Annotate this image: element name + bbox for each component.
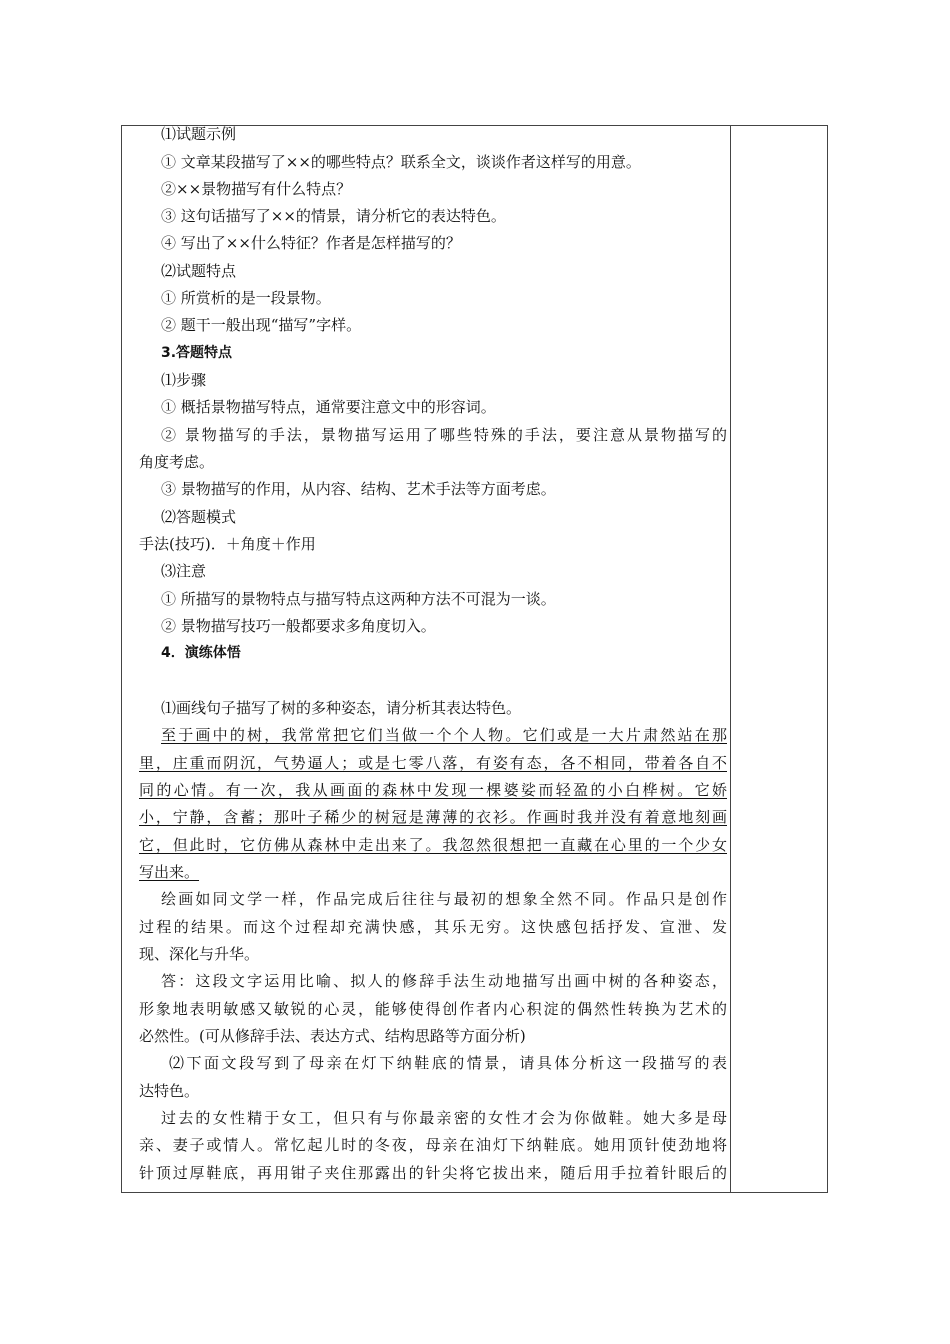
column-divider [730,126,731,1192]
section-heading-examples: ⑴试题示例 [161,125,237,143]
text-line: 针顶过厚鞋底，再用钳子夹住那露出的针尖将它拔出来，随后用手拉着针眼后的 [139,1164,727,1182]
underlined-line: 同的心情。有一次，我从画面的森林中发现一棵婆娑而轻盈的小白桦树。它娇 [139,781,727,799]
heading-answer-features: 3.答题特点 [161,345,233,361]
text-line: ① 所描写的景物特点与描写特点这两种方法不可混为一谈。 [161,590,556,608]
underlined-line: 写出来。 [139,863,200,881]
text-line: ②××景物描写有什么特点？ [161,180,352,198]
formula-line: 手法(技巧)．＋角度＋作用 [139,535,316,553]
text-line: ③ 这句话描写了××的情景，请分析它的表达特色。 [161,207,506,225]
text-line: 达特色。 [139,1082,200,1100]
text-line: ② 景物描写技巧一般都要求多角度切入。 [161,617,436,635]
text-line: 角度考虑。 [139,453,215,471]
answer-line: 形象地表明敏感又敏锐的心灵，能够使得创作者内心积淀的偶然性转换为艺术的 [139,1000,727,1018]
section-heading-features: ⑵试题特点 [161,262,237,280]
underlined-line: 至于画中的树，我常常把它们当做一个个人物。它们或是一大片肃然站在那 [161,726,727,744]
question-1: ⑴画线句子描写了树的多种姿态，请分析其表达特色。 [161,699,522,717]
text-line: 绘画如同文学一样，作品完成后往往与最初的想象全然不同。作品只是创作 [161,890,727,908]
text-line: ② 景物描写的手法，景物描写运用了哪些特殊的手法，要注意从景物描写的 [161,426,727,444]
underlined-line: 里，庄重而阴沉，气势逼人；或是七零八落，有姿有态，各不相同，带着各自不 [139,754,727,772]
text-line: ③ 景物描写的作用，从内容、结构、艺术手法等方面考虑。 [161,480,556,498]
text-line: ① 所赏析的是一段景物。 [161,289,331,307]
text-line: 亲、妻子或情人。常忆起儿时的冬夜，母亲在油灯下纳鞋底。她用顶针使劲地将 [139,1136,727,1154]
text-line: ① 文章某段描写了××的哪些特点？联系全文，谈谈作者这样写的用意。 [161,153,641,171]
text-line: 现、深化与升华。 [139,945,260,963]
section-heading-steps: ⑴步骤 [161,371,207,389]
question-2: ⑵下面文段写到了母亲在灯下纳鞋底的情景，请具体分析这一段描写的表 [169,1054,727,1072]
underlined-line: 小，宁静，含蓄；那叶子稀少的树冠是薄薄的衣衫。作画时我并没有着意地刻画 [139,808,727,826]
answer-line: 必然性。(可从修辞手法、表达方式、结构思路等方面分析) [139,1027,526,1045]
section-heading-mode: ⑵答题模式 [161,508,237,526]
text-line: ① 概括景物描写特点，通常要注意文中的形容词。 [161,398,496,416]
text-line: 过程的结果。而这个过程却充满快感，其乐无穷。这快感包括抒发、宣泄、发 [139,918,727,936]
text-line: ② 题干一般出现“描写”字样。 [161,316,362,334]
section-heading-notes: ⑶注意 [161,562,207,580]
heading-practice: 4．演练体悟 [161,645,241,661]
underlined-line: 它，但此时，它仿佛从森林中走出来了。我忽然很想把一直藏在心里的一个少女 [139,836,727,854]
text-line: 过去的女性精于女工，但只有与你最亲密的女性才会为你做鞋。她大多是母 [161,1109,727,1127]
text-line: ④ 写出了××什么特征？作者是怎样描写的？ [161,234,461,252]
answer-line: 答：这段文字运用比喻、拟人的修辞手法生动地描写出画中树的各种姿态， [161,972,727,990]
